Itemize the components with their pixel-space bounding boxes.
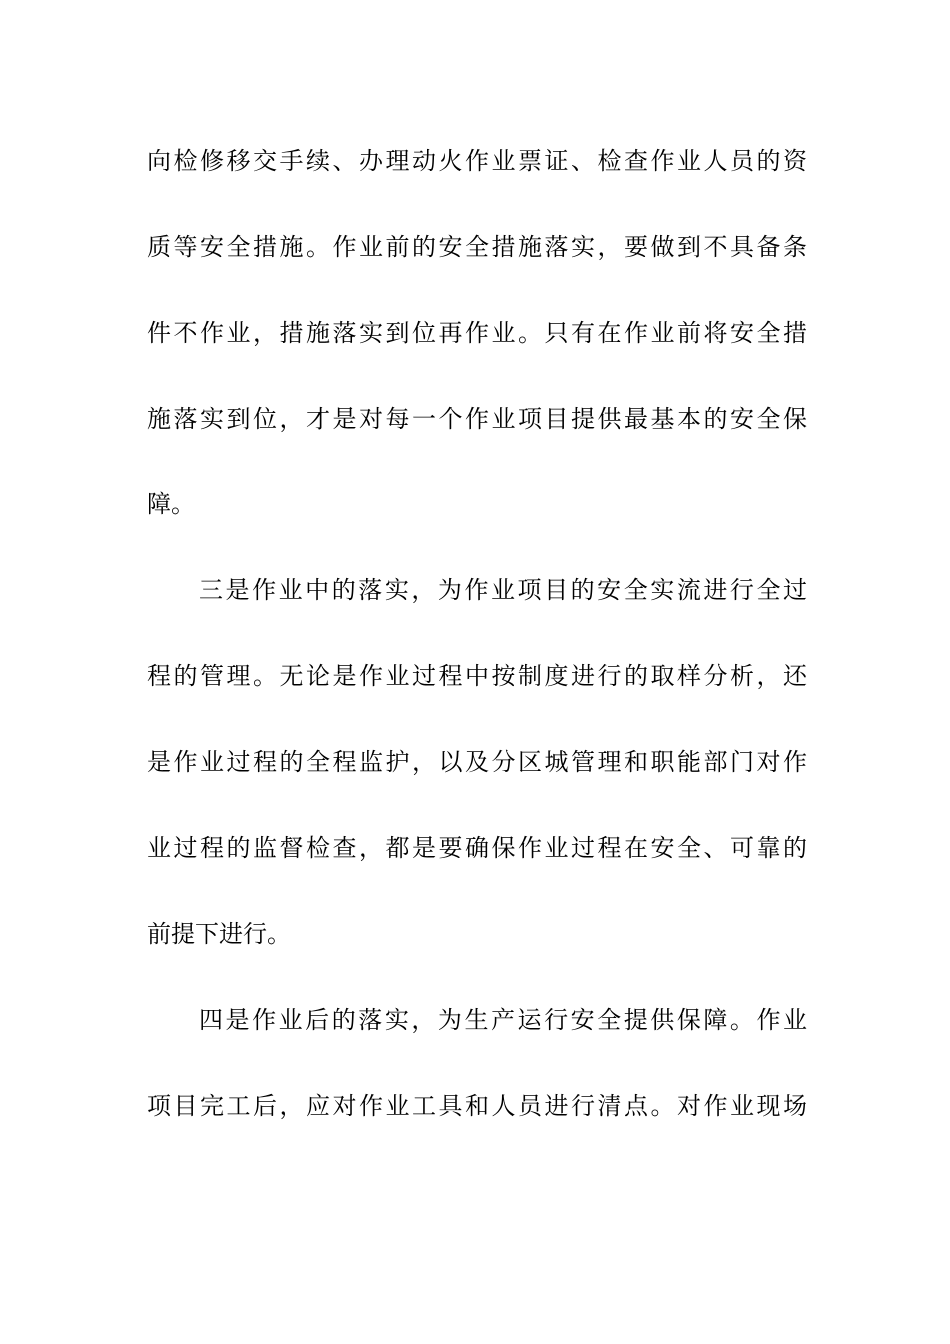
- paragraph-line: 业过程的监督检查，都是要确保作业过程在安全、可靠的: [147, 834, 807, 862]
- paragraph-line: 件不作业，措施落实到位再作业。只有在作业前将安全措: [147, 319, 807, 347]
- paragraph-line: 向检修移交手续、办理动火作业票证、检查作业人员的资: [147, 147, 807, 175]
- paragraph-line: 施落实到位，才是对每一个作业项目提供最基本的安全保: [147, 405, 807, 433]
- paragraph-line: 障。: [147, 490, 195, 518]
- paragraph-line: 是作业过程的全程监护，以及分区城管理和职能部门对作: [147, 748, 807, 776]
- paragraph-line: 四是作业后的落实，为生产运行安全提供保障。作业: [199, 1006, 807, 1034]
- paragraph-line: 前提下进行。: [147, 920, 291, 948]
- paragraph-line: 项目完工后，应对作业工具和人员进行清点。对作业现场: [147, 1092, 807, 1120]
- paragraph-line: 质等安全措施。作业前的安全措施落实，要做到不具备条: [147, 233, 807, 261]
- paragraph-line: 程的管理。无论是作业过程中按制度进行的取样分析，还: [147, 662, 807, 690]
- paragraph-line: 三是作业中的落实，为作业项目的安全实流进行全过: [199, 576, 807, 604]
